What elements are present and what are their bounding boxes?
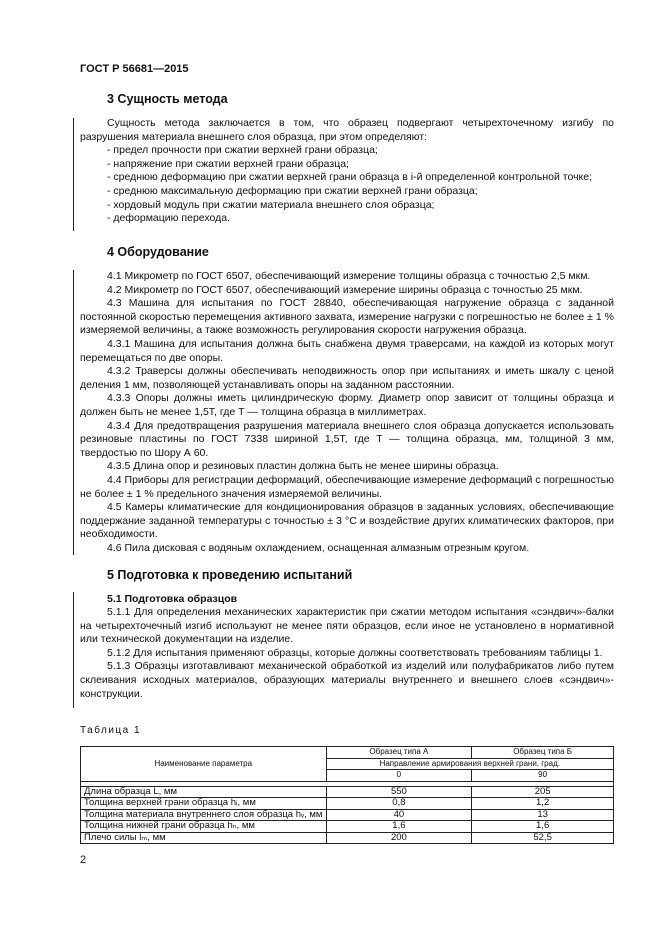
direction-header: Направление армирования верхней грани, град. (326, 758, 613, 770)
section-4-para: 4.3.3 Опоры должны иметь цилиндрическую форму. Диаметр опор зависит от толщины образца и должен быть не менее 1,5T, где T — толщина образца в миллиметрах. (80, 392, 614, 418)
section-5-para: 5.1.2 Для испытания применяют образцы, которые должны соответствовать требованиям таблицы 1. (107, 646, 603, 659)
row-value-b: 205 (472, 786, 614, 798)
row-value-b: 13 (472, 809, 614, 821)
section-3-item: - хордовый модуль при сжатии материала внешнего слоя образца; (107, 198, 435, 211)
section-4-para: 4.3.2 Траверсы должны обеспечивать неподвижность опор при испытаниях и иметь шкалу с ценой деления 1 мм, позволяющей устанавливать опоры на заданном расстоянии. (80, 365, 614, 391)
row-name: Толщина нижней грани образца hₙ, мм (81, 821, 327, 833)
section-4-para: 4.3.1 Машина для испытания должна быть снабжена двумя траверсами, на каждой из которых могут перемещаться по две опоры. (80, 337, 614, 364)
row-value-b: 52,5 (472, 832, 614, 844)
document-header: ГОСТ Р 56681—2015 (80, 63, 189, 75)
section-4-para: 4.5 Камеры климатические для кондиционирования образцов в заданных условиях, обеспечивающие поддержание заданной температуры с точностью ± 3 °С и воздействие других климатических факторов, при необходимости. (80, 501, 614, 541)
table-row (81, 832, 614, 844)
section-3-body (80, 117, 614, 226)
row-value-a: 40 (326, 809, 472, 821)
section-4-para: 4.1 Микрометр по ГОСТ 6507, обеспечивающий измерение толщины образца с точностью 2,5 мкм. (107, 270, 591, 282)
section-4-para: 4.2 Микрометр по ГОСТ 6507, обеспечивающий измерение ширины образца с точностью 25 мкм. (107, 283, 583, 296)
table-row (81, 821, 614, 833)
section-4-para: 4.3.5 Длина опор и резиновых пластин должна быть не менее ширины образца. (107, 460, 499, 473)
row-value-a: 0,8 (326, 798, 472, 810)
section-3-title: 3 Сущность метода (107, 92, 228, 106)
table-row (81, 786, 614, 798)
param-header: Наименование параметра (81, 747, 327, 782)
section-3-item: - напряжение при сжатии верхней грани образца; (107, 157, 349, 170)
section-4-body (80, 270, 614, 555)
section-3-intro: Сущность метода заключается в том, что образец подвергают четырехточечному изгибу по разрушения материала внешнего слоя образца, при этом определяют: (80, 117, 614, 143)
row-value-a: 1,6 (326, 821, 472, 833)
section-4-para: 4.4 Приборы для регистрации деформаций, обеспечивающие измерение деформаций с погрешностью не более ± 1 % предельного значения измеряемой величины. (80, 473, 614, 500)
section-5-body (80, 606, 614, 701)
section-3-item: - деформацию перехода. (107, 212, 231, 225)
section-5-title: 5 Подготовка к проведению испытаний (107, 568, 353, 582)
row-value-b: 1,2 (472, 798, 614, 810)
angle-a: 0 (326, 770, 472, 782)
row-name: Толщина материала внутреннего слоя образца hᵥ, мм (81, 809, 327, 821)
section-4-title: 4 Оборудование (107, 245, 209, 259)
section-3-item: - предел прочности при сжатии верхней грани образца; (107, 144, 378, 157)
section-3-item: - среднюю деформацию при сжатии верхней грани образца в i-й определенной контрольной точке; (107, 171, 593, 184)
table-row (81, 798, 614, 810)
angle-b: 90 (472, 770, 614, 782)
section-4-para: 4.6 Пила дисковая с водяным охлаждением, оснащенная алмазным отрезным кругом. (107, 541, 530, 554)
section-4-para: 4.3.4 Для предотвращения разрушения материала внешнего слоя образца допускается использовать резиновые пластины по ГОСТ 7338 шириной 1,5T, где T — толщина образца, мм, толщиной 3 мм, твердостью по Шору А 60. (80, 419, 614, 459)
page-number: 2 (80, 854, 87, 866)
type-b-header: Образец типа Б (472, 747, 614, 759)
section-5-para: 5.1.1 Для определения механических характеристик при сжатии методом испытания «сэндвич»-балки на четырехточечный изгиб используют не менее пяти образцов, если иное не установлено в нормативной или технической документации на изделие. (80, 606, 614, 646)
table-caption: Таблица 1 (80, 725, 142, 736)
change-mark (73, 592, 74, 708)
change-mark (73, 270, 74, 555)
section-4-para: 4.3 Машина для испытания по ГОСТ 28840, обеспечивающая нагружение образца с заданной постоянной скоростью перемещения активного захвата, измерение нагрузки с погрешностью не более ± 1 % измеряемой величины, а также возможность регулирования скорости нагружения образца. (80, 297, 614, 337)
section-5-subtitle: 5.1 Подготовка образцов (107, 593, 238, 605)
row-value-a: 200 (326, 832, 472, 844)
section-3-item: - среднюю максимальную деформацию при сжатии верхней грани образца; (107, 184, 478, 197)
change-mark (73, 118, 74, 231)
section-5-para: 5.1.3 Образцы изготавливают механической обработкой из изделий или полуфабрикатов либо путем склеивания исходных материалов, образующих материалы внутреннего и внешнего слоев «сэндвич»-конструкции. (80, 660, 614, 700)
row-value-b: 1,6 (472, 821, 614, 833)
row-name: Длина образца L, мм (81, 786, 327, 798)
type-a-header: Образец типа А (326, 747, 472, 759)
row-name: Плечо силы lₘ, мм (81, 832, 327, 844)
row-value-a: 550 (326, 786, 472, 798)
table-row (81, 809, 614, 821)
specimen-table (80, 746, 614, 844)
row-name: Толщина верхней грани образца hᵢ, мм (81, 798, 327, 810)
